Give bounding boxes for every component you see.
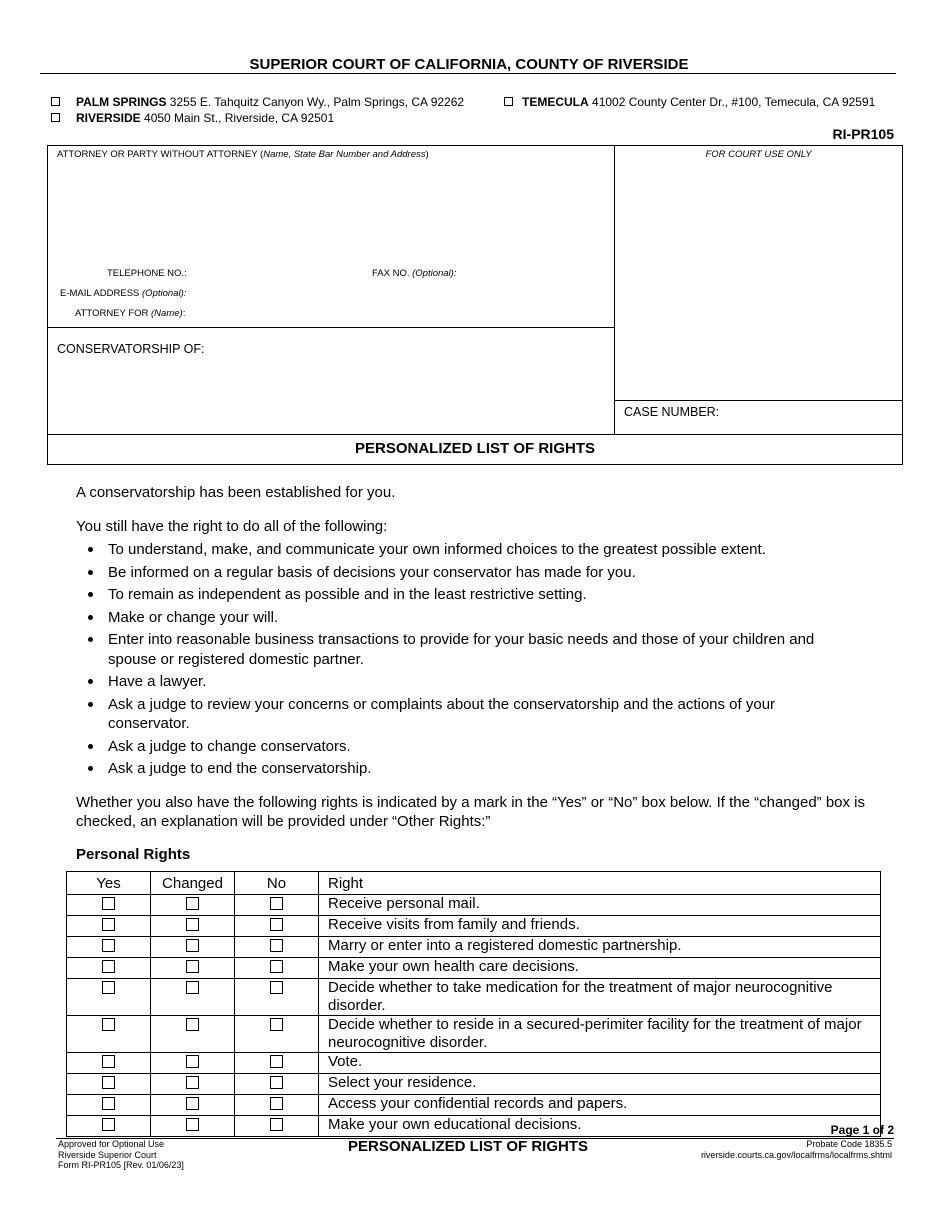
list-item: Be informed on a regular basis of decisions your conservator has made for you.: [108, 563, 868, 583]
location-name: PALM SPRINGS: [76, 95, 167, 109]
changed-checkbox[interactable]: [186, 918, 199, 931]
no-checkbox[interactable]: [270, 1076, 283, 1089]
yes-checkbox[interactable]: [102, 981, 115, 994]
no-checkbox[interactable]: [270, 1118, 283, 1131]
yes-header: Yes: [67, 872, 151, 895]
changed-checkbox[interactable]: [186, 1018, 199, 1031]
table-header-row: [67, 872, 881, 895]
right-text: Marry or enter into a registered domestic partnership.: [319, 937, 881, 958]
divider: [48, 434, 902, 435]
right-text: Decide whether to take medication for the treatment of major neurocognitive disorder.: [319, 979, 881, 1016]
riverside-checkbox[interactable]: [51, 113, 60, 122]
conservatorship-label: CONSERVATORSHIP OF:: [57, 342, 205, 356]
location-address: 41002 County Center Dr., #100, Temecula, CA 92591: [592, 95, 876, 109]
yes-checkbox[interactable]: [102, 960, 115, 973]
no-checkbox[interactable]: [270, 939, 283, 952]
whether-text: Whether you also have the following rights is indicated by a mark in the “Yes” or “No” box below. If the “changed” box is checked, an explanation will be provided under “Other Rights:”: [76, 794, 866, 830]
court-use-label: FOR COURT USE ONLY: [705, 149, 812, 160]
list-item: Ask a judge to end the conservatorship.: [108, 759, 868, 779]
right-text: Receive personal mail.: [319, 895, 881, 916]
right-text: Access your confidential records and papers.: [319, 1095, 881, 1116]
right-text: Decide whether to reside in a secured-perimiter facility for the treatment of major neurocognitive disorder.: [319, 1016, 881, 1053]
list-item: Enter into reasonable business transactions to provide for your basic needs and those of your children and spouse or registered domestic partner.: [108, 630, 853, 669]
right-text: Receive visits from family and friends.: [319, 916, 881, 937]
footer-line: Form RI-PR105 [Rev. 01/06/23]: [58, 1160, 184, 1170]
location-riverside: [51, 111, 334, 125]
caption-box: [47, 145, 903, 465]
yes-checkbox[interactable]: [102, 1055, 115, 1068]
right-text: Vote.: [319, 1053, 881, 1074]
yes-checkbox[interactable]: [102, 897, 115, 910]
retained-rights-list: [108, 540, 868, 782]
list-item: Make or change your will.: [108, 608, 868, 628]
attorney-for-label: ATTORNEY FOR (Name):: [75, 308, 186, 319]
no-checkbox[interactable]: [270, 1097, 283, 1110]
list-item: Ask a judge to review your concerns or complaints about the conservatorship and the actions of your conservator.: [108, 695, 818, 734]
footer-line: Riverside Superior Court: [58, 1149, 157, 1160]
attorney-section[interactable]: [48, 146, 615, 434]
footer-title: PERSONALIZED LIST OF RIGHTS: [347, 1138, 588, 1155]
location-address: 3255 E. Tahquitz Canyon Wy., Palm Springs, CA 92262: [169, 95, 465, 109]
page-number: Page 1 of 2: [830, 1123, 894, 1137]
list-item: Ask a judge to change conservators.: [108, 737, 868, 757]
form-number: RI-PR105: [832, 126, 894, 142]
divider: [48, 327, 615, 328]
yes-checkbox[interactable]: [102, 1097, 115, 1110]
footer-line: Approved for Optional Use: [58, 1139, 165, 1149]
telephone-label: TELEPHONE NO.:: [107, 268, 187, 279]
table-row: [67, 1095, 881, 1116]
table-row: [67, 958, 881, 979]
court-use-section: [615, 146, 902, 434]
personal-rights-table: [66, 871, 881, 1137]
changed-checkbox[interactable]: [186, 897, 199, 910]
table-row: [67, 979, 881, 1016]
table-row: [67, 1074, 881, 1095]
footer-left: [58, 1139, 184, 1171]
no-checkbox[interactable]: [270, 897, 283, 910]
yes-checkbox[interactable]: [102, 918, 115, 931]
no-checkbox[interactable]: [270, 960, 283, 973]
table-row: [67, 1116, 881, 1137]
right-text: Select your residence.: [319, 1074, 881, 1095]
table-row: [67, 1016, 881, 1053]
location-palm-springs: [51, 95, 464, 109]
footer-line: Probate Code 1835.5: [806, 1139, 892, 1149]
changed-checkbox[interactable]: [186, 981, 199, 994]
fax-label: FAX NO. (Optional):: [372, 268, 457, 279]
changed-checkbox[interactable]: [186, 1097, 199, 1110]
divider: [615, 400, 902, 401]
list-item: To remain as independent as possible and in the least restrictive setting.: [108, 585, 868, 605]
location-address: 4050 Main St., Riverside, CA 92501: [144, 111, 335, 125]
footer-url[interactable]: riverside.courts.ca.gov/localfrms/localfrms.shtml: [700, 1149, 892, 1160]
changed-checkbox[interactable]: [186, 939, 199, 952]
temecula-checkbox[interactable]: [504, 97, 513, 106]
form-title: PERSONALIZED LIST OF RIGHTS: [354, 440, 595, 457]
list-item: Have a lawyer.: [108, 672, 868, 692]
section-title: Personal Rights: [76, 846, 191, 863]
no-checkbox[interactable]: [270, 1018, 283, 1031]
changed-header: Changed: [151, 872, 235, 895]
table-row: [67, 895, 881, 916]
yes-checkbox[interactable]: [102, 1076, 115, 1089]
yes-checkbox[interactable]: [102, 939, 115, 952]
court-title: SUPERIOR COURT OF CALIFORNIA, COUNTY OF RIVERSIDE: [249, 56, 689, 73]
attorney-label: ATTORNEY OR PARTY WITHOUT ATTORNEY (Name, State Bar Number and Address): [57, 149, 429, 160]
location-temecula: [504, 95, 875, 109]
location-name: TEMECULA: [522, 95, 589, 109]
palm-springs-checkbox[interactable]: [51, 97, 60, 106]
right-text: Make your own educational decisions.: [319, 1116, 881, 1137]
footer-right: [701, 1139, 892, 1160]
no-checkbox[interactable]: [270, 1055, 283, 1068]
no-header: No: [235, 872, 319, 895]
location-name: RIVERSIDE: [76, 111, 141, 125]
changed-checkbox[interactable]: [186, 1076, 199, 1089]
header-rule: [40, 73, 896, 74]
intro-text: A conservatorship has been established for you.: [76, 484, 396, 501]
case-number-label: CASE NUMBER:: [624, 405, 720, 419]
changed-checkbox[interactable]: [186, 1118, 199, 1131]
no-checkbox[interactable]: [270, 918, 283, 931]
table-row: [67, 1053, 881, 1074]
changed-checkbox[interactable]: [186, 1055, 199, 1068]
no-checkbox[interactable]: [270, 981, 283, 994]
right-header: Right: [319, 872, 881, 895]
table-row: [67, 916, 881, 937]
yes-checkbox[interactable]: [102, 1018, 115, 1031]
table-row: [67, 937, 881, 958]
list-item: To understand, make, and communicate your own informed choices to the greatest possible extent.: [108, 540, 868, 560]
yes-checkbox[interactable]: [102, 1118, 115, 1131]
still-have-text: You still have the right to do all of the following:: [76, 518, 388, 535]
right-text: Make your own health care decisions.: [319, 958, 881, 979]
email-label: E-MAIL ADDRESS (Optional):: [60, 288, 187, 299]
changed-checkbox[interactable]: [186, 960, 199, 973]
